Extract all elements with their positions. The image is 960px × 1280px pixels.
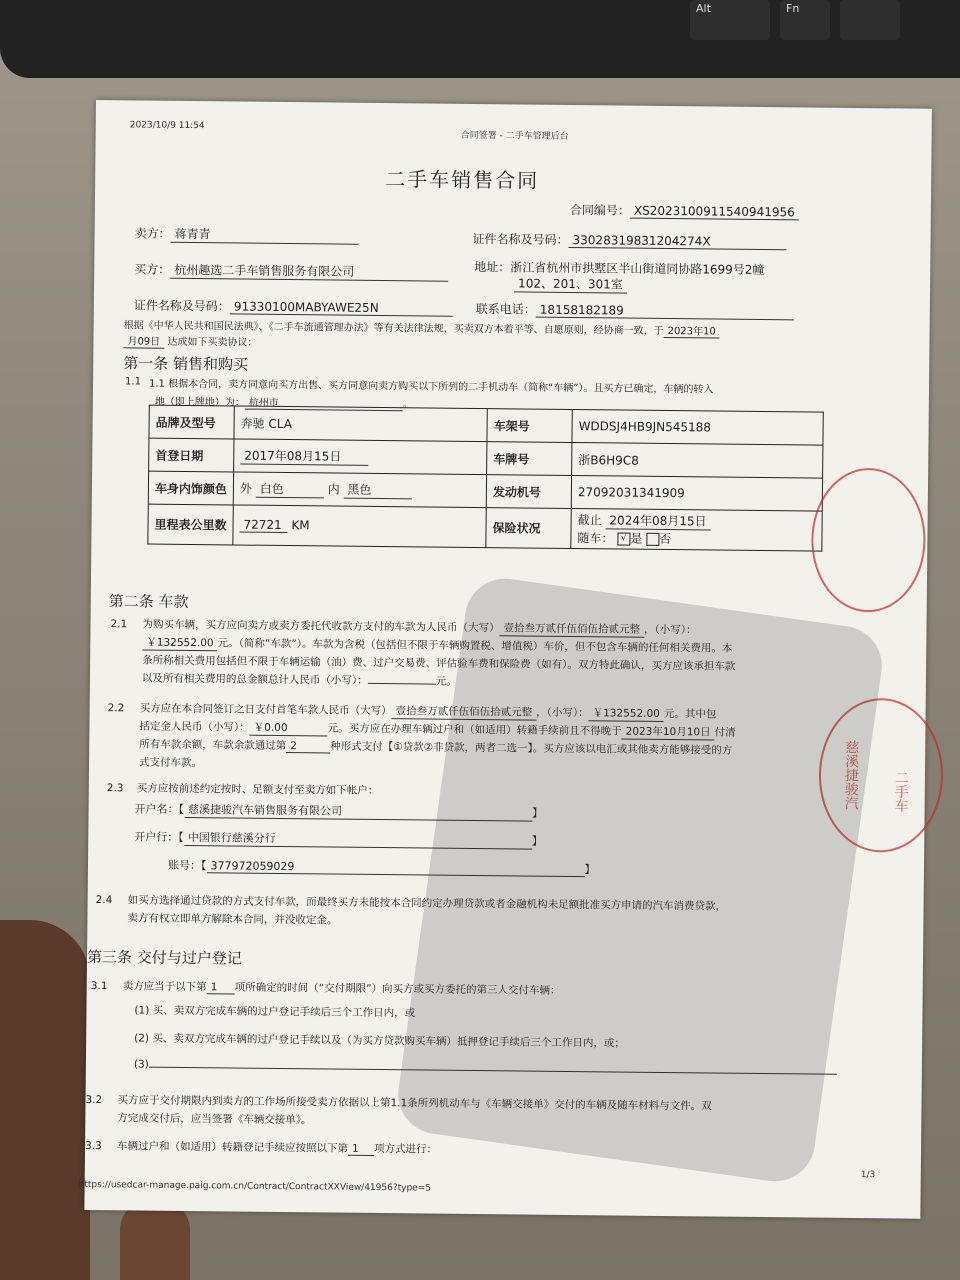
preamble-line-2: 月09日 达成如下买卖协议： [123,332,257,349]
delivery-option-3: (3) [134,1058,837,1077]
seller-id-label: 证件名称及号码： [472,231,569,247]
keyboard [0,0,960,78]
total-amount-cn: 壹拾叁万贰仟伍佰伍拾贰元整 [499,620,644,638]
plate-value: 浙B6H9C8 [572,443,823,479]
clause-2-2-line-4: 式支付车款。 [139,756,203,770]
contract-number-label: 合同编号： [569,202,630,218]
clause-3-1-num: 3.1 [90,979,108,993]
clause-2-1-line-1: 为购买车辆，买方应向卖方或卖方委托代收款方支付的车款为人民币（大写） 壹拾叁万贰仟伍佰伍拾贰元整 ，（小写）： [142,618,697,637]
insurance-label: 保险状况 [486,508,571,549]
fn-key: Fn [780,0,830,40]
page-number: 1/3 [860,1170,876,1181]
account-number: 377972059029 [206,859,584,877]
clause-2-4-line-2: 卖方有权立即单方解除本合同，并没收定金。 [127,912,338,927]
clause-3-3-text: 车辆过户和（如适用）转籍登记手续应按照以下第 1 项方式进行： [116,1140,438,1156]
mileage-cell: 72721 KM [233,505,486,548]
clause-2-1-line-2: ￥132552.00 元。（简称“车款”）。车款为含税（包括但不限于车辆购置税、增值税）车价，但不包含车辆的任何相关费用。本 [142,635,732,657]
clause-2-1-num: 2.1 [110,618,128,631]
transfer-choice: 1 [348,1143,374,1156]
first-reg-label: 首登日期 [149,438,234,472]
register-place-row: 地（即上牌地）为： 杭州市 。 [155,393,413,412]
account-name-row: 开户名：【 慈溪捷骏汽车销售服务有限公司 】 [134,802,544,820]
brand-label: 品牌及型号 [149,405,234,439]
plate-label: 车牌号 [487,442,572,476]
clause-3-2-line-1: 买方应于交付期限内到卖方的工作场所接受卖方依据以上第1.1条所列机动车与《车辆交接单》交付的车辆及随车材料与文件。双 [117,1094,712,1113]
address-label: 地址： [474,259,511,275]
delivery-choice: 1 [207,981,235,994]
phone: 18158182189 [536,303,794,321]
no-checkbox [646,533,659,546]
color-label: 车身内饰颜色 [148,471,233,505]
phone-shadow [393,573,887,1186]
delivery-option-2: (2) 买、卖双方完成车辆的过户登记手续以及（为买方贷款购买车辆）抵押登记手续后三个工作日内，或； [134,1032,625,1050]
site-title: 合同签署 - 二手车管理后台 [460,130,569,142]
clause-2-2-line-2: 括定金人民币（小写）： ￥0.00 元。买方应在办理车辆过户和（如适用）转籍手续前且不得晚于 2023年10月10日 付清 [139,720,736,739]
seller-row [135,224,359,244]
vin-label: 车架号 [487,409,572,443]
color-cell: 外 白色 内 黑色 [233,472,486,508]
register-city: 杭州市 [245,394,403,412]
yes-checkbox: √ [617,532,630,545]
insurance-cell: 截止 2024年08月15日 随车： √ 是 否 [571,508,822,551]
seal-text-2: 二手车 [892,770,910,813]
address-line-2: 102、201、301室 [514,274,627,293]
buyer-id: 91330100MABYAWE25N [230,299,453,316]
contract-number [570,201,799,220]
clause-3-2-line-2: 方完成交付后，应当签署《车辆交接单》。 [117,1112,312,1127]
article-2-title: 第二条 车款 [108,592,189,611]
interior-color: 黑色 [343,481,411,500]
exterior-color: 白色 [256,480,324,499]
seller-label: 卖方： [134,226,171,241]
clause-2-2-line-3: 所有车款余额，车款余款通过第 2 种形式支付【①贷款②非贷款，两者二选一】。买方应该以电汇或其他卖方能够接受的方 [139,738,733,757]
clause-2-3-num: 2.3 [106,782,124,795]
vehicle-info-table [147,405,823,552]
hand-thumb [120,1200,190,1280]
contract-number-value: XS2023100911540941956 [630,204,799,221]
payment-way: 2 [286,740,330,753]
phone-label: 联系电话： [475,301,536,317]
buyer-row [134,260,448,281]
account-name: 慈溪捷骏汽车销售服务有限公司 [184,801,532,822]
deposit-amount: ￥0.00 [250,720,328,737]
mileage-label: 里程表公里数 [148,504,233,545]
clause-3-1-text: 卖方应当于以下第 1 项所确定的时间（“交付期限”）向买方或买方委托的第三人交付车辆： [122,980,561,997]
article-3-title: 第三条 交付与过户登记 [86,947,242,968]
hand [0,920,90,1280]
first-reg-cell [234,439,487,475]
clause-3-2-num: 3.2 [85,1093,103,1107]
buyer-id-row [134,296,453,316]
seal-text-1: 慈溪捷骏汽 [842,739,860,811]
clause-1-1-text: 1.1 根据本合同，卖方同意向买方出售、买方同意向卖方购买以下所列的二手机动车（简称“车辆”）。且买方已确定，车辆的转入 [148,378,714,396]
footer-url: https://usedcar-manage.paig.com.cn/Contract/ContractXXView/41956?type=5 [78,1179,432,1194]
seal-stamp-top [811,468,927,613]
clause-2-4-num: 2.4 [95,894,113,907]
account-number-row: 账号：【 377972059029 】 [167,858,596,877]
brand-value: 奔驰 CLA [234,406,487,442]
article-1-title: 第一条 销售和购买 [123,354,249,374]
preamble-line-1: 根据《中华人民共和国民法典》、《二手车流通管理办法》等有关法律法规，买卖双方本着平等、自愿原则，经协商一致，于 2023年10 [124,316,720,338]
clause-2-4-line-1: 如买方选择通过贷款的方式支付车款，而最终买方未能按本合同约定办理贷款或者金融机构未足额批准买方申请的汽车消费贷款， [127,894,727,913]
bank-row: 开户行：【 中国银行慈溪分行 】 [134,830,543,848]
buyer-name: 杭州趣选二手车销售服务有限公司 [170,261,448,282]
phone-row [476,300,794,320]
key [840,0,900,40]
clause-3-3-num: 3.3 [84,1139,102,1153]
buyer-label: 买方： [134,262,171,277]
document-title: 二手车销售合同 [385,167,540,193]
engine-value: 27092031341909 [571,476,822,512]
clause-2-3-text: 买方应按前述约定按时、足额支付至卖方如下帐户： [136,782,379,797]
payoff-date: 2023年10月10日 [622,724,715,741]
insurance-deadline: 2024年08月15日 [605,511,710,530]
vin-value: WDDSJ4HB9JN545188 [572,410,823,446]
clause-1-1-num: 1.1 [124,376,142,388]
buyer-id-label: 证件名称及号码： [133,298,230,314]
alt-key: Alt [690,0,770,40]
clause-2-2-line-1: 买方应在本合同签订之日支付首笔车款人民币（大写） 壹拾叁万贰仟伍佰伍拾贰元整 ，（小写）： ￥132552.00 元。其中包 [139,702,717,721]
clause-2-1-line-3: 条所称相关费用包括但不限于车辆运输（油）费、过户交易费、评估验车费和保险费（如有）。双方特此确认，买方应该承担车款 [142,654,736,673]
seller-id-row [472,230,786,250]
print-datetime: 2023/10/9 11:54 [129,120,205,132]
mileage-value: 72721 [239,518,287,534]
first-payment-cn: 壹拾叁万贰仟伍佰伍拾贰元整 [392,703,537,721]
first-reg-value: 2017年08月15日 [240,447,368,466]
delivery-option-1: (1) 买、卖双方完成车辆的过户登记手续后三个工作日内，或 [134,1004,416,1020]
seller-id: 33028319831204274X [568,233,786,250]
total-amount: ￥132552.00 [142,635,217,652]
clause-2-1-line-4: 以及所有相关费用的总金额总计人民币（小写）： 元。 [141,672,457,688]
bank-name: 中国银行慈溪分行 [184,829,532,850]
address-line-1: 浙江省杭州市拱墅区半山街道同协路1699号2幢 [510,260,765,278]
engine-label: 发动机号 [486,475,571,509]
first-payment: ￥132552.00 [589,705,664,722]
seller-name: 蒋青青 [171,225,359,245]
clause-2-2-num: 2.2 [107,702,125,715]
